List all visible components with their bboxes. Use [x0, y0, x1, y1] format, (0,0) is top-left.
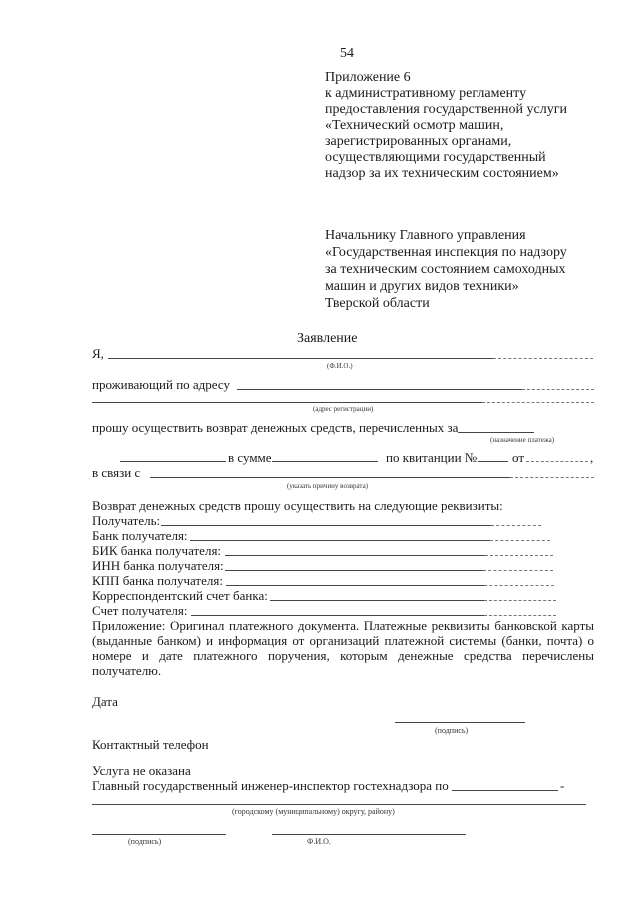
address-hint: (адрес регистрации)	[313, 405, 374, 413]
address-field-line-2-extension	[482, 402, 594, 403]
account-label: Счет получателя:	[92, 603, 188, 618]
inspector-fio-field[interactable]	[272, 834, 466, 835]
payment-purpose-hint: (назначение платежа)	[490, 436, 555, 444]
reason-field[interactable]	[150, 477, 510, 478]
inn-field-extension	[483, 570, 553, 571]
address-field-extension	[522, 389, 594, 390]
account-field[interactable]	[191, 615, 484, 616]
recipient-label: Получатель:	[92, 513, 161, 528]
inn-label: ИНН банка получателя:	[92, 558, 224, 573]
district-field[interactable]	[92, 804, 586, 805]
attachment-paragraph: Приложение: Оригинал платежного документа. Платежные реквизиты банковской карты (выданные банком) и информация от организаций платежной системы (банки, почта) о номере и дате платежного поручения, которым денежные средства перечислены получателю.	[92, 618, 594, 678]
inn-field[interactable]	[225, 570, 483, 571]
fio-field[interactable]	[108, 358, 493, 359]
kpp-field-extension	[484, 585, 554, 586]
inspector-text: Главный государственный инженер-инспектор гостехнадзора по	[92, 778, 449, 793]
inspector-district-field[interactable]	[452, 790, 558, 791]
address-field-line-2[interactable]	[92, 402, 482, 403]
address-field[interactable]	[237, 389, 522, 390]
page-number: 54	[340, 46, 354, 61]
addressee-line: Тверской области	[325, 296, 430, 311]
recipient-field[interactable]	[161, 525, 491, 526]
appendix-line: к административному регламенту	[325, 86, 527, 101]
appendix-header	[325, 70, 567, 182]
receipt-label: по квитанции №	[386, 450, 478, 465]
appendix-line: надзор за их техническим состоянием»	[325, 166, 559, 181]
amount-label: в сумме	[228, 450, 272, 465]
corr-account-field[interactable]	[270, 600, 484, 601]
bank-field-extension	[490, 540, 550, 541]
signature-field[interactable]	[395, 722, 525, 723]
appendix-line: предоставления государственной услуги	[325, 102, 567, 117]
appendix-line: зарегистрированных органами,	[325, 134, 512, 149]
kpp-field[interactable]	[226, 585, 484, 586]
comma: ,	[590, 450, 594, 465]
dash-mark: -	[560, 778, 565, 793]
kpp-label: КПП банка получателя:	[92, 573, 223, 588]
date-label: Дата	[92, 694, 118, 709]
bik-field[interactable]	[225, 555, 485, 556]
addressee-line: за техническим состоянием самоходных	[325, 262, 566, 277]
addressee-block	[325, 227, 567, 312]
addressee-line: машин и других видов техники»	[325, 279, 519, 294]
document-title: Заявление	[297, 331, 358, 346]
i-label: Я,	[92, 346, 104, 361]
receipt-number-field[interactable]	[478, 461, 508, 462]
receipt-date-field[interactable]	[526, 461, 588, 462]
corr-account-label: Корреспондентский счет банка:	[92, 588, 268, 603]
bik-label: БИК банка получателя:	[92, 543, 222, 558]
details-intro: Возврат денежных средств прошу осуществить на следующие реквизиты:	[92, 498, 503, 513]
bank-label: Банк получателя:	[92, 528, 188, 543]
reason-field-extension	[510, 477, 594, 478]
reason-hint: (указать причину возврата)	[287, 482, 369, 490]
corr-account-field-extension	[484, 600, 556, 601]
bik-field-extension	[485, 555, 553, 556]
service-not-provided: Услуга не оказана	[92, 763, 191, 778]
phone-label: Контактный телефон	[92, 737, 209, 752]
district-hint: (городскому (муниципальному) округу, району)	[232, 807, 395, 816]
payment-purpose-field[interactable]	[458, 432, 534, 433]
signature-hint: (подпись)	[435, 726, 469, 735]
date-from-label: от	[512, 450, 525, 465]
recipient-field-extension	[491, 525, 541, 526]
inspector-signature-field[interactable]	[92, 834, 226, 835]
inspector-signature-hint: (подпись)	[128, 837, 162, 846]
fio-field-extension	[493, 358, 593, 359]
appendix-line: «Технический осмотр машин,	[325, 118, 504, 133]
reason-label: в связи с	[92, 465, 141, 480]
bank-field[interactable]	[190, 540, 490, 541]
inspector-fio-hint: Ф.И.О.	[307, 837, 331, 846]
appendix-line: осуществляющими государственный	[325, 150, 546, 165]
fio-hint: (Ф.И.О.)	[327, 362, 353, 370]
refund-text: прошу осуществить возврат денежных средств, перечисленных за	[92, 420, 459, 435]
addressee-line: «Государственная инспекция по надзору	[325, 245, 567, 260]
account-field-extension	[484, 615, 556, 616]
addressee-line: Начальнику Главного управления	[325, 228, 526, 243]
address-label: проживающий по адресу	[92, 377, 230, 392]
amount-field[interactable]	[272, 461, 378, 462]
payment-purpose-continuation-field[interactable]	[120, 461, 226, 462]
appendix-line: Приложение 6	[325, 70, 411, 85]
